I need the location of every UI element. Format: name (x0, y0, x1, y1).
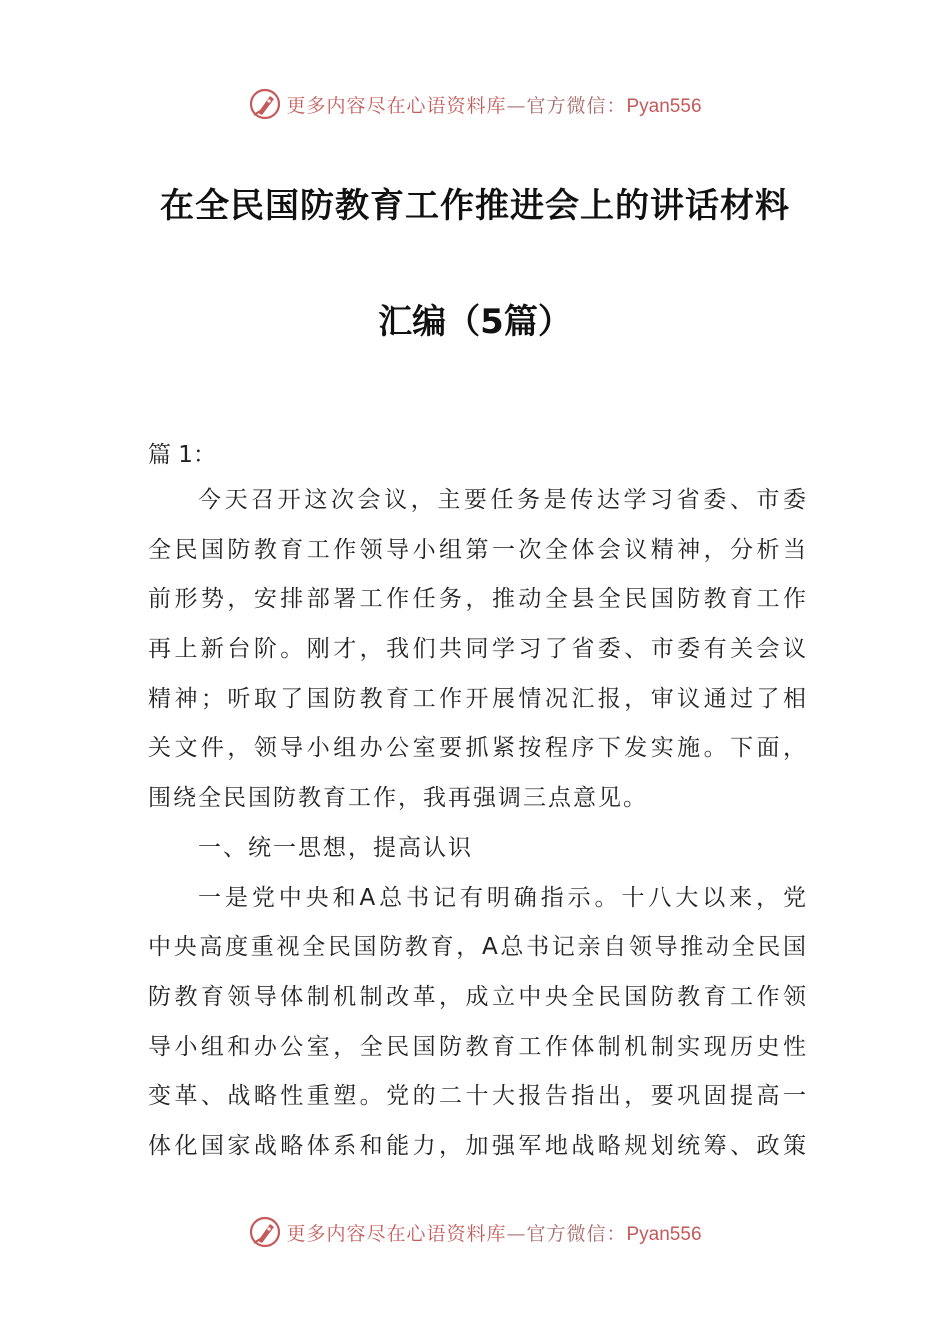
paragraph-line: 今天召开这次会议，主要任务是传达学习省委、市委 (198, 487, 808, 513)
paragraph-line: 精神；听取了国防教育工作开展情况汇报，审议通过了相 (148, 685, 808, 712)
paragraph-line: 关文件，领导小组办公室要抓紧按程序下发实施。下面， (148, 735, 808, 762)
paragraph-line: 前形势，安排部署工作任务，推动全县全民国防教育工作 (148, 586, 808, 613)
paragraph-line: 全民国防教育工作领导小组第一次全体会议精神，分析当 (148, 536, 808, 563)
section-heading: 一、统一思想，提高认识 (198, 834, 473, 861)
watermark-text: 更多内容尽在心语资料库—官方微信：Pyan556 (286, 94, 702, 117)
paragraph-line: 围绕全民国防教育工作，我再强调三点意见。 (148, 785, 648, 812)
document-title-line-2: 汇编（5篇） (378, 302, 572, 342)
watermark-text: 更多内容尽在心语资料库—官方微信：Pyan556 (286, 1222, 702, 1245)
paragraph-line: 防教育领导体制机制改革，成立中央全民国防教育工作领 (148, 983, 808, 1010)
watermark-banner-bottom (0, 1212, 950, 1252)
paragraph-line: 变革、战略性重塑。党的二十大报告指出，要巩固提高一 (148, 1083, 808, 1110)
document-body (148, 434, 808, 1172)
pen-nib-logo-icon (248, 87, 282, 121)
pen-nib-logo-icon (248, 1215, 282, 1249)
paragraph-line: 体化国家战略体系和能力，加强军地战略规划统筹、政策 (148, 1132, 808, 1159)
watermark-banner-top (0, 84, 950, 124)
paragraph-line: 再上新台阶。刚才，我们共同学习了省委、市委有关会议 (148, 636, 808, 663)
paragraph-line: 中央高度重视全民国防教育，A总书记亲自领导推动全民国 (148, 934, 808, 961)
document-title-line-1: 在全民国防教育工作推进会上的讲话材料 (160, 186, 790, 226)
paragraph-line: 导小组和办公室，全民国防教育工作体制机制实现历史性 (148, 1033, 808, 1060)
section-label: 篇 1： (148, 442, 216, 468)
paragraph-line: 一是党中央和A总书记有明确指示。十八大以来，党 (198, 884, 808, 911)
